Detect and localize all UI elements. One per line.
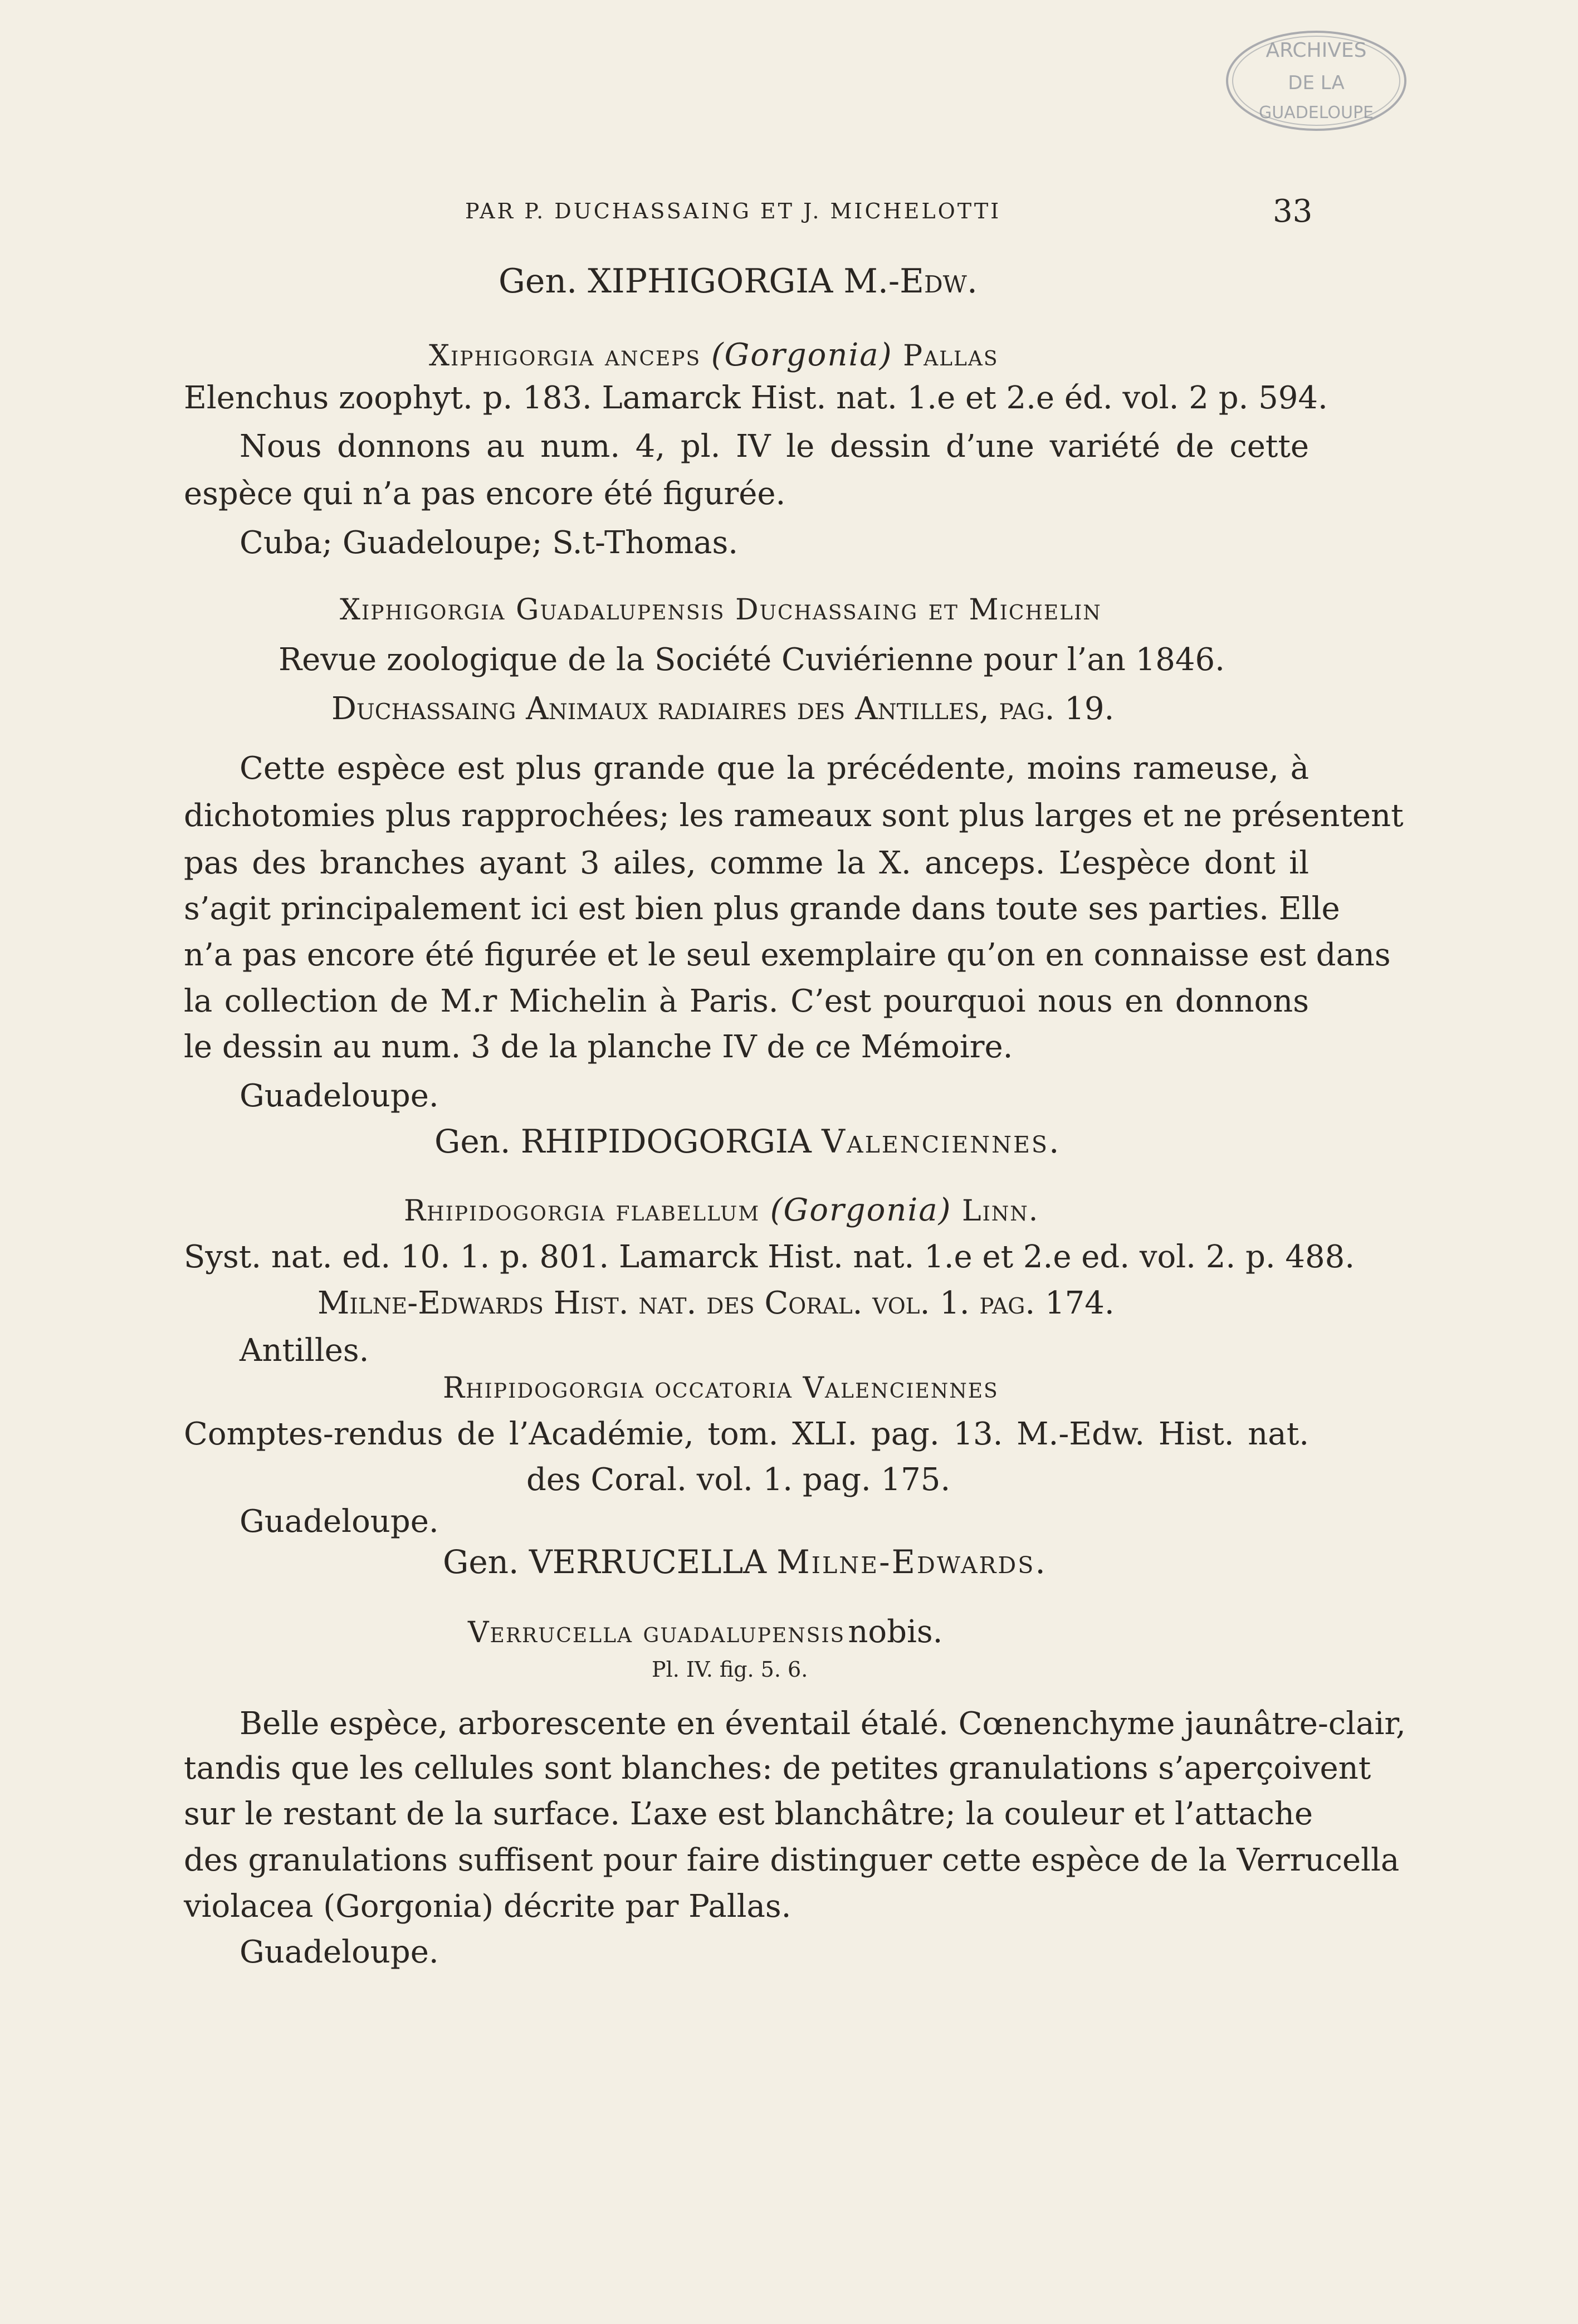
genus-label: Gen. bbox=[434, 1122, 511, 1160]
ref-r-occatoria-2: des Coral. vol. 1. pag. 175. bbox=[526, 1462, 951, 1498]
para-x-guadalupensis-line7: le dessin au num. 3 de la planche IV de ce Mémoire. bbox=[184, 1029, 1013, 1065]
species-title-text: Xiphigorgia anceps bbox=[429, 339, 701, 373]
plate-reference: Pl. IV. fig. 5. 6. bbox=[652, 1657, 808, 1682]
para-x-guadalupensis-line2: dichotomies plus rapprochées; les rameaux sont plus larges et ne présentent bbox=[184, 798, 1404, 834]
para-x-guadalupensis-line6: la collection de M.r Michelin à Paris. C’est pourquoi nous en donnons bbox=[184, 983, 1309, 1019]
locality-r-occatoria: Guadeloupe. bbox=[240, 1503, 439, 1540]
genus-author: M.-Edw. bbox=[843, 262, 978, 301]
locality-r-flabellum: Antilles. bbox=[240, 1332, 369, 1369]
locality-x-anceps: Cuba; Guadeloupe; S.t-Thomas. bbox=[240, 525, 739, 561]
species-title-r-flabellum bbox=[404, 1192, 1039, 1228]
species-title-genus: (Gorgonia) bbox=[711, 337, 893, 373]
genus-name: XIPHIGORGIA bbox=[588, 262, 833, 301]
running-title: PAR P. DUCHASSAING ET J. MICHELOTTI bbox=[465, 199, 1001, 223]
genus-author: Valenciennes. bbox=[822, 1122, 1061, 1160]
species-title-r-occatoria: Rhipidogorgia occatoria Valenciennes bbox=[443, 1371, 999, 1405]
stamp-graphic bbox=[1217, 22, 1415, 142]
para-x-guadalupensis-line4: s’agit principalement ici est bien plus grande dans toute ses parties. Elle bbox=[184, 891, 1340, 927]
species-title-text: Rhipidogorgia flabellum bbox=[404, 1194, 760, 1228]
genus-label: Gen. bbox=[499, 262, 578, 301]
species-title-text: Verrucella guadalupensis bbox=[468, 1616, 846, 1649]
ref-x-guadalupensis-2: Duchassaing Animaux radiaires des Antilles, pag. 19. bbox=[331, 691, 1115, 727]
species-title-v-guadalupensis bbox=[468, 1614, 942, 1650]
genus-heading-xiphigorgia bbox=[499, 262, 978, 301]
para-x-guadalupensis-line3: pas des branches ayant 3 ailes, comme la X. anceps. L’espèce dont il bbox=[184, 845, 1309, 881]
ref-r-flabellum-1: Syst. nat. ed. 10. 1. p. 801. Lamarck Hist. nat. 1.e et 2.e ed. vol. 2. p. 488. bbox=[184, 1239, 1355, 1275]
ref-r-flabellum-2: Milne-Edwards Hist. nat. des Coral. vol. 1. pag. 174. bbox=[317, 1285, 1115, 1321]
species-title-genus: (Gorgonia) bbox=[770, 1192, 952, 1228]
genus-author: Milne-Edwards. bbox=[776, 1543, 1047, 1581]
genus-heading-verrucella bbox=[443, 1543, 1047, 1581]
locality-x-guadalupensis: Guadeloupe. bbox=[240, 1078, 439, 1114]
para-v-guadalupensis-line5: violacea (Gorgonia) décrite par Pallas. bbox=[184, 1888, 792, 1925]
locality-v-guadalupensis: Guadeloupe. bbox=[240, 1934, 439, 1970]
para-v-guadalupensis-line4: des granulations suffisent pour faire distinguer cette espèce de la Verrucella bbox=[184, 1842, 1400, 1878]
species-title-author: Linn. bbox=[962, 1194, 1039, 1228]
para-x-guadalupensis-line1: Cette espèce est plus grande que la précédente, moins rameuse, à bbox=[240, 750, 1309, 787]
para-v-guadalupensis-line2: tandis que les cellules sont blanches: de petites granulations s’aperçoivent bbox=[184, 1750, 1371, 1786]
genus-name: RHIPIDOGORGIA bbox=[520, 1122, 812, 1160]
para-v-guadalupensis-line3: sur le restant de la surface. L’axe est blanchâtre; la couleur et l’attache bbox=[184, 1796, 1313, 1832]
stamp-text-mid: DE LA bbox=[1288, 72, 1345, 94]
ref-x-anceps-1: Elenchus zoophyt. p. 183. Lamarck Hist. nat. 1.e et 2.e éd. vol. 2 p. 594. bbox=[184, 380, 1328, 416]
genus-label: Gen. bbox=[443, 1543, 519, 1581]
species-title-nobis: nobis. bbox=[848, 1614, 943, 1650]
species-title-x-anceps bbox=[429, 337, 999, 373]
para-x-anceps-line2: espèce qui n’a pas encore été figurée. bbox=[184, 476, 786, 512]
para-x-anceps-line1: Nous donnons au num. 4, pl. IV le dessin d’une variété de cette bbox=[240, 428, 1309, 465]
species-title-author: Pallas bbox=[903, 339, 999, 373]
para-v-guadalupensis-line1: Belle espèce, arborescente en éventail étalé. Cœnenchyme jaunâtre-clair, bbox=[240, 1706, 1406, 1742]
genus-heading-rhipidogorgia bbox=[434, 1122, 1061, 1160]
species-title-x-guadalupensis: Xiphigorgia Guadalupensis Duchassaing et Michelin bbox=[340, 593, 1102, 627]
page-number: 33 bbox=[1273, 193, 1313, 230]
stamp-text-bottom: GUADELOUPE bbox=[1258, 103, 1374, 123]
ref-x-guadalupensis-1: Revue zoologique de la Société Cuviérienne pour l’an 1846. bbox=[279, 642, 1225, 678]
archives-stamp bbox=[1217, 22, 1415, 142]
genus-name: VERRUCELLA bbox=[529, 1543, 766, 1581]
ref-r-occatoria-1: Comptes-rendus de l’Académie, tom. XLI. pag. 13. M.-Edw. Hist. nat. bbox=[184, 1416, 1309, 1452]
stamp-text-top: ARCHIVES bbox=[1266, 39, 1367, 62]
para-x-guadalupensis-line5: n’a pas encore été figurée et le seul exemplaire qu’on en connaisse est dans bbox=[184, 937, 1391, 973]
